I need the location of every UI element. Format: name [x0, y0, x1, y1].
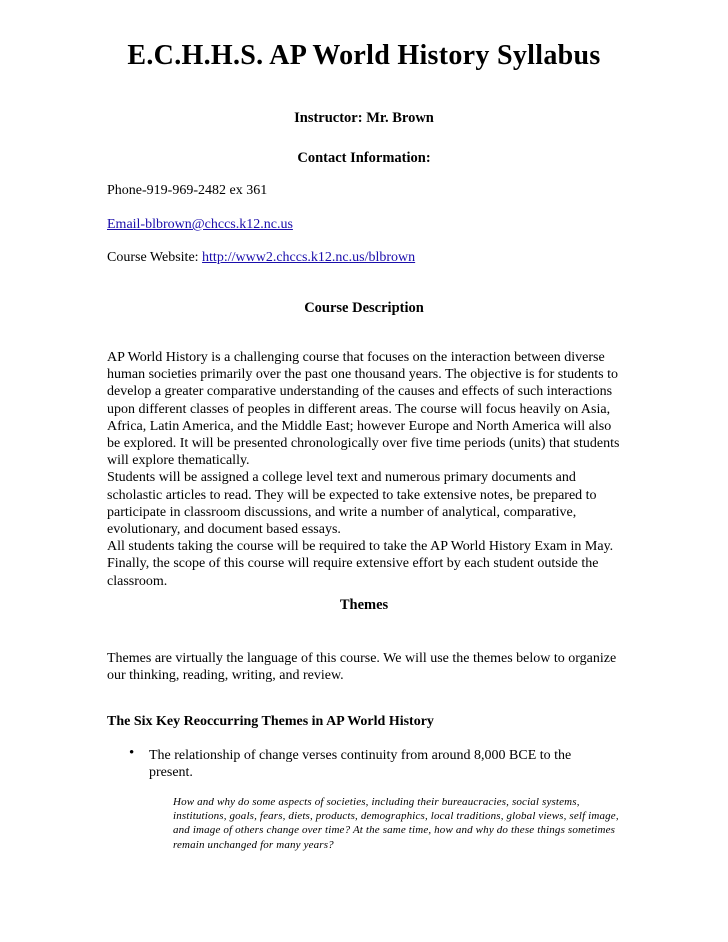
page-title: E.C.H.H.S. AP World History Syllabus — [127, 40, 601, 71]
website-label: Course Website: — [107, 250, 203, 265]
description-paragraph: AP World History is a challenging course that focuses on the interaction between diverse human societies primarily over the past one thousand years. The objective is for students to develop a greater comparative understanding of the causes and effects of such interactions upon different classes of peoples in different areas. The course will focus heavily on Asia, Africa, Latin America, and the Middle East; however Europe and North America will also be explored. It will be presented chronologically over five time periods (units) that students will explore thematically. — [107, 350, 620, 469]
course-description-heading: Course Description — [304, 300, 424, 316]
contact-heading: Contact Information: — [297, 150, 431, 166]
themes-intro: Themes are virtually the language of this course. We will use the themes below to organize our thinking, reading, writing, and review. — [107, 651, 617, 684]
description-paragraph: All students taking the course will be required to take the AP World History Exam in May. Finally, the scope of this course will require extensive effort by each student outside the classroom. — [107, 539, 614, 589]
theme-bullet-detail: How and why do some aspects of societies, including their bureaucracies, social systems, institutions, goals, fears, diets, products, demographics, local traditions, global views, self image, and image of others change over time? At the same time, how and why do these things sometimes remain unchanged for many years? — [173, 796, 619, 851]
website-line — [107, 250, 415, 266]
phone-line: Phone-919-969-2482 ex 361 — [107, 183, 268, 198]
bullet-icon: • — [129, 745, 135, 761]
course-description-body — [107, 349, 627, 590]
themes-heading: Themes — [339, 597, 389, 613]
instructor-line: Instructor: Mr. Brown — [294, 110, 434, 126]
description-paragraph: Students will be assigned a college level text and numerous primary documents and scholastic articles to read. They will be expected to take extensive notes, be prepared to participate in classroom discussions, and write a number of analytical, comparative, evolutionary, and document based essays. — [107, 470, 597, 538]
website-link[interactable]: http://www2.chccs.k12.nc.us/blbrown — [202, 250, 416, 265]
email-link[interactable]: Email-blbrown@chccs.k12.nc.us — [107, 217, 293, 232]
themes-subheading: The Six Key Reoccurring Themes in AP World History — [107, 714, 434, 729]
theme-bullet: The relationship of change verses continuity from around 8,000 BCE to the present. — [149, 748, 572, 781]
email-line — [107, 217, 293, 233]
